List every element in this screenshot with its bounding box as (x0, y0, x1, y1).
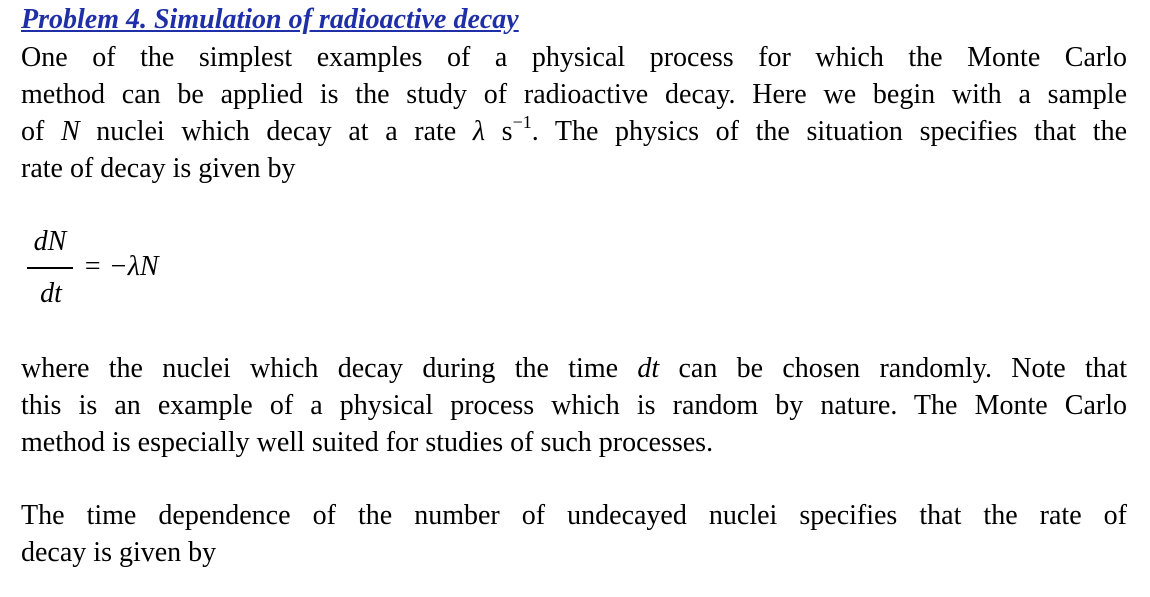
text-of: of (21, 116, 61, 147)
paragraph-time-line-2: decay is given by (21, 537, 217, 568)
paragraph-intro-line-1: One of the simplest examples of a physical process for which the Monte Carlo (21, 42, 1127, 73)
paragraph-time-dependence (21, 497, 1127, 571)
equation-rhs: = −λN (83, 251, 159, 282)
fraction-numerator: dN (33, 226, 67, 257)
fraction-denominator: dt (40, 278, 62, 309)
paragraph-intro-line-3 (21, 113, 1127, 150)
paragraph-random (21, 350, 1127, 461)
paragraph-time-line-1: The time dependence of the number of undecayed nuclei specifies that the rate of (21, 500, 1127, 531)
text-chosen-randomly: can be chosen randomly. Note that (659, 353, 1127, 384)
variable-dt: dt (637, 353, 660, 384)
unit-exponent: −1 (512, 112, 532, 132)
paragraph-intro-line-4: rate of decay is given by (21, 153, 296, 184)
paragraph-random-line-2: this is an example of a physical process which is random by nature. The Monte Carlo (21, 390, 1127, 421)
text-physics-specifies: . The physics of the situation specifies that the (531, 116, 1128, 147)
paragraph-intro-line-2: method can be applied is the study of radioactive decay. Here we begin with a sample (21, 79, 1127, 110)
paragraph-random-line-3: method is especially well suited for studies of such processes. (21, 427, 714, 458)
problem-title: Problem 4. Simulation of radioactive decay (21, 4, 519, 35)
decay-equation (27, 226, 227, 316)
unit-seconds: s (485, 116, 513, 147)
variable-n: N (60, 116, 80, 147)
lambda-symbol: λ (472, 116, 486, 147)
fraction-bar (27, 267, 73, 269)
paragraph-intro (21, 39, 1127, 187)
paragraph-random-line-1 (21, 350, 1127, 387)
text-nuclei-rate: nuclei which decay at a rate (79, 116, 473, 147)
text-where-nuclei: where the nuclei which decay during the time (21, 353, 638, 384)
